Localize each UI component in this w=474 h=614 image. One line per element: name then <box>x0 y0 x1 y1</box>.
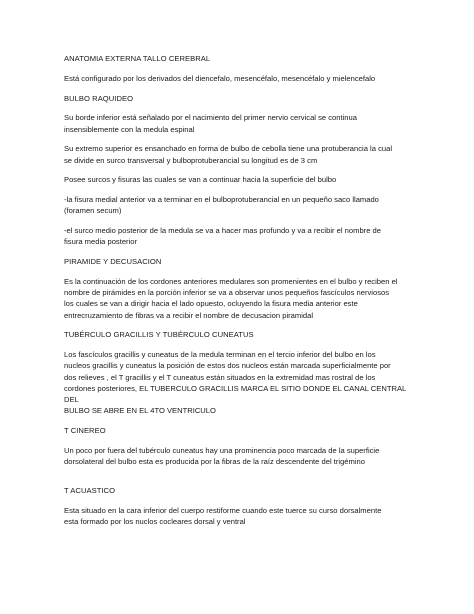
section-heading: T CINEREO <box>64 426 106 435</box>
paragraph: -la fisura medial anterior va a terminar en el bulboprotuberancial en un pequeño saco llamado (foramen secum) <box>64 195 379 216</box>
section-heading: ANATOMIA EXTERNA TALLO CEREBRAL <box>64 54 211 63</box>
paragraph: Está configurado por los derivados del diencefalo, mesencéfalo, mesencéfalo y mielencefalo <box>64 73 376 83</box>
document-body <box>64 53 420 536</box>
paragraph: Un poco por fuera del tubérculo cuneatus hay una prominencia poco marcada de la superficie dorsolateral del bulbo esta es producida por la fibras de la raíz descendente del trigémino <box>64 445 380 466</box>
paragraph: -el surco medio posterior de la medula se va a hacer mas profundo y va a recibir el nombre de fisura media posterior <box>64 226 381 247</box>
section-heading: TUBÉRCULO GRACILLIS Y TUBÉRCULO CUNEATUS <box>64 330 254 340</box>
section-heading: T ACUASTICO <box>64 486 116 496</box>
paragraph: Los fascículos gracillis y cuneatus de la medula terminan en el tercio inferior del bulbo en los nucleos gracillis y cuneatus la posición de estos dos nucleos están marcada superficialmente por dos relieves , el T gracillis y el T cuneatus están situados en la extremidad mas rostral de los cordones posteriores, EL TUBERCULO GRACILLIS MARCA EL SITIO DONDE EL CANAL CENTRAL DEL BULBO SE ABRE EN EL 4TO VENTRICULO <box>64 350 406 416</box>
paragraph: Esta situado en la cara inferior del cuerpo restiforme cuando este tuerce su curso dorsalmente esta formado por los nuclos cocleares dorsal y ventral <box>64 506 382 527</box>
section-heading: BULBO RAQUIDEO <box>64 93 134 103</box>
paragraph: Su borde inferior está señalado por el nacimiento del primer nervio cervical se continua insensiblemente con la medula espinal <box>64 113 357 134</box>
section-heading: PIRAMIDE Y DECUSACION <box>64 257 162 267</box>
paragraph: Posee surcos y fisuras las cuales se van a continuar hacia la superficie del bulbo <box>64 175 337 185</box>
paragraph: Es la continuación de los cordones anteriores medulares son promenientes en el bulbo y reciben el nombre de pirámides en la porción inferior se va a observar unos pequeños fascículos nerviosos los cuales se van a dirigir hacia el lado opuesto, ocluyendo la fisura media anterior este entrecruzamiento de fibras va a recibir el nombre de decusacion piramidal <box>64 276 398 320</box>
paragraph: Su extremo superior es ensanchado en forma de bulbo de cebolla tiene una protuberancia la cual se divide en surco transversal y bulboprotuberancial su longitud es de 3 cm <box>64 144 393 165</box>
